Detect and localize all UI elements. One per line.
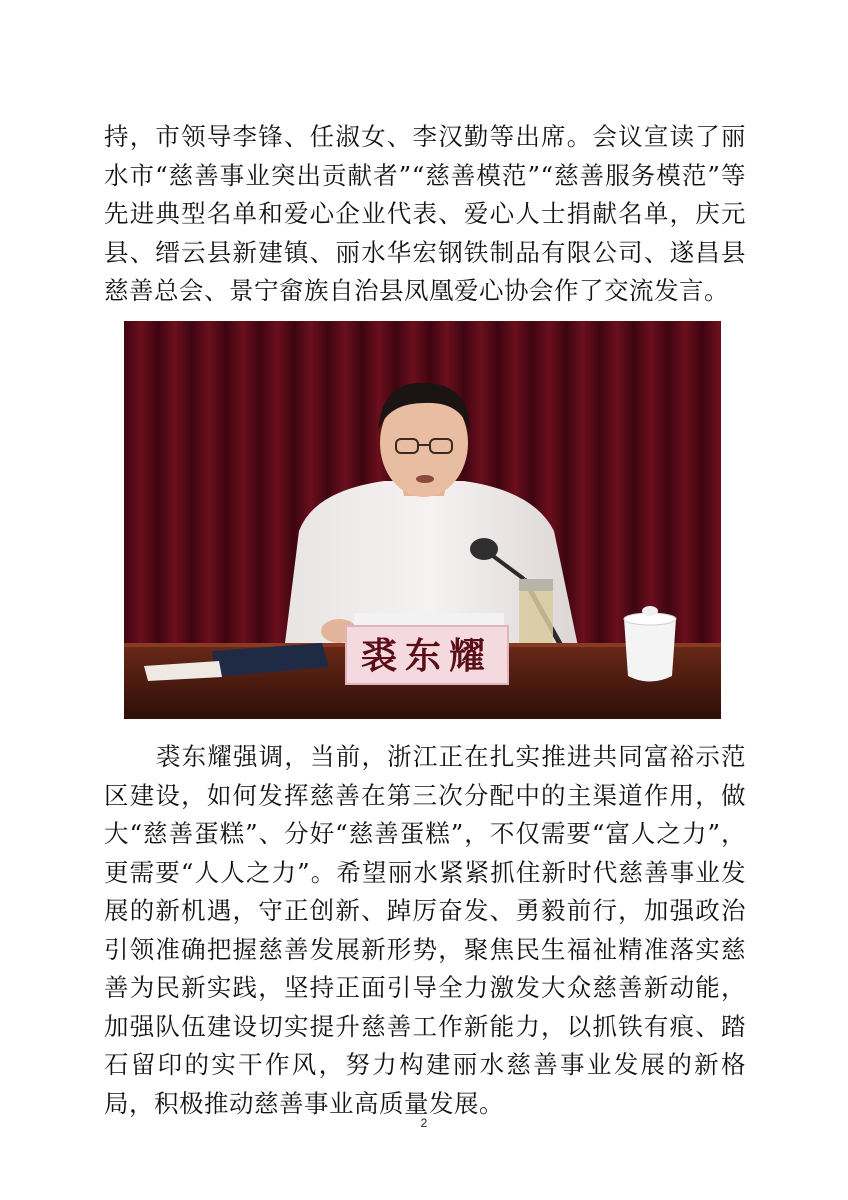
tea-cup bbox=[624, 619, 676, 682]
nameplate-name: 裘东耀 bbox=[360, 635, 494, 677]
page-number: 2 bbox=[420, 1116, 428, 1130]
body-paragraph-2: 裘东耀强调，当前，浙江正在扎实推进共同富裕示范区建设，如何发挥慈善在第三次分配中的主渠道作用，做大“慈善蛋糕”、分好“慈善蛋糕”，不仅需要“富人之力”，更需要“人人之力”。希望丽水紧紧抓住新时代慈善事业发展的新机遇，守正创新、踔厉奋发、勇毅前行，加强政治引领准确把握慈善发展新形势，聚焦民生福祉精准落实慈善为民新实践，坚持正面引导全力激发大众慈善新动能，加强队伍建设切实提升慈善工作新能力，以抓铁有痕、踏石留印的实干作风，努力构建丽水慈善事业发展的新格局，积极推动慈善事业高质量发展。 bbox=[104, 742, 746, 1118]
meeting-photo bbox=[124, 321, 721, 719]
photo-illustration bbox=[124, 321, 721, 719]
microphone bbox=[470, 538, 498, 560]
body-paragraph-1: 持，市领导李锋、任淑女、李汉勤等出席。会议宣读了丽水市“慈善事业突出贡献者”“慈善模范”“慈善服务模范”等先进典型名单和爱心企业代表、爱心人士捐献名单，庆元县、缙云县新建镇、丽水华宏钢铁制品有限公司、遂昌县慈善总会、景宁畲族自治县凤凰爱心协会作了交流发言。 bbox=[104, 122, 746, 305]
